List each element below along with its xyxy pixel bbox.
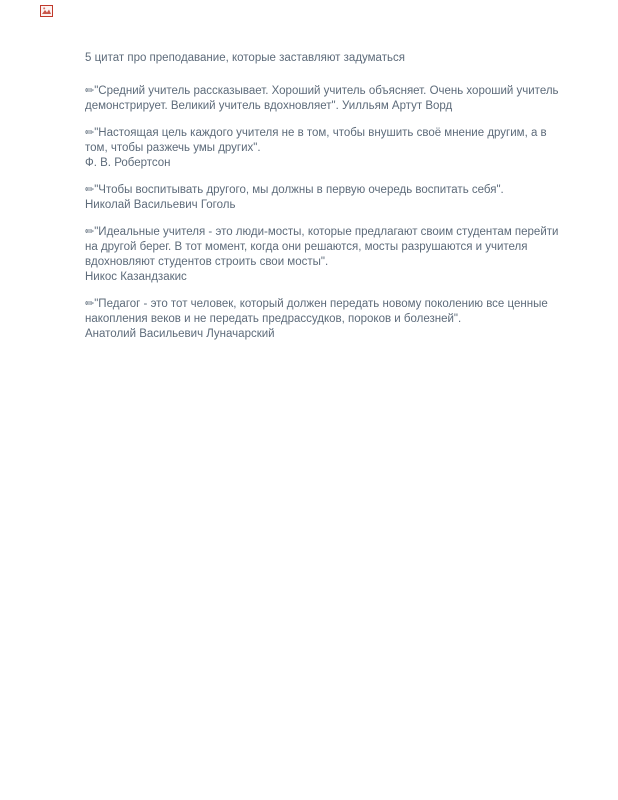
- quote-block-3: [85, 182, 567, 213]
- quote-author: Никос Казандзакис: [85, 271, 187, 283]
- quote-text: [85, 224, 567, 270]
- quote-body: "Идеальные учителя - это люди-мосты, которые предлагают своим студентам перейти на другой берег. В тот момент, когда они решаются, мосты разрушаются и учителя вдохновляют студентов строить свои мосты".: [85, 226, 559, 268]
- quote-body: "Настоящая цель каждого учителя не в том, чтобы внушить своё мнение другим, а в том, чтобы разжечь умы других".: [85, 127, 547, 154]
- quote-body: "Педагог - это тот человек, который должен передать новому поколению все ценные накопления веков и не передать предрассудков, пороков и болезней".: [85, 298, 548, 325]
- pencil-icon: ✏: [85, 126, 95, 139]
- quote-text: [85, 125, 567, 156]
- quote-text: [85, 182, 567, 198]
- quote-text: [85, 83, 567, 114]
- quote-author: Николай Васильевич Гоголь: [85, 199, 236, 211]
- pencil-icon: ✏: [85, 225, 95, 238]
- quote-author: Ф. В. Робертсон: [85, 157, 171, 169]
- quote-author: Анатолий Васильевич Луначарский: [85, 328, 275, 340]
- page-title: 5 цитат про преподавание, которые заставляют задуматься: [85, 52, 405, 64]
- article: [85, 51, 567, 353]
- pencil-icon: ✏: [85, 84, 95, 97]
- quote-text: [85, 296, 567, 327]
- quote-block-4: [85, 224, 567, 285]
- quote-block-1: [85, 83, 567, 114]
- quote-block-2: [85, 125, 567, 171]
- pencil-icon: ✏: [85, 183, 95, 196]
- quote-block-5: [85, 296, 567, 342]
- pencil-icon: ✏: [85, 297, 95, 310]
- broken-image-icon: [40, 5, 54, 18]
- quote-body: "Чтобы воспитывать другого, мы должны в первую очередь воспитать себя".: [94, 184, 504, 196]
- quote-body: "Средний учитель рассказывает. Хороший учитель объясняет. Очень хороший учитель демонстрирует. Великий учитель вдохновляет". Уилльям Артут Ворд: [85, 85, 559, 112]
